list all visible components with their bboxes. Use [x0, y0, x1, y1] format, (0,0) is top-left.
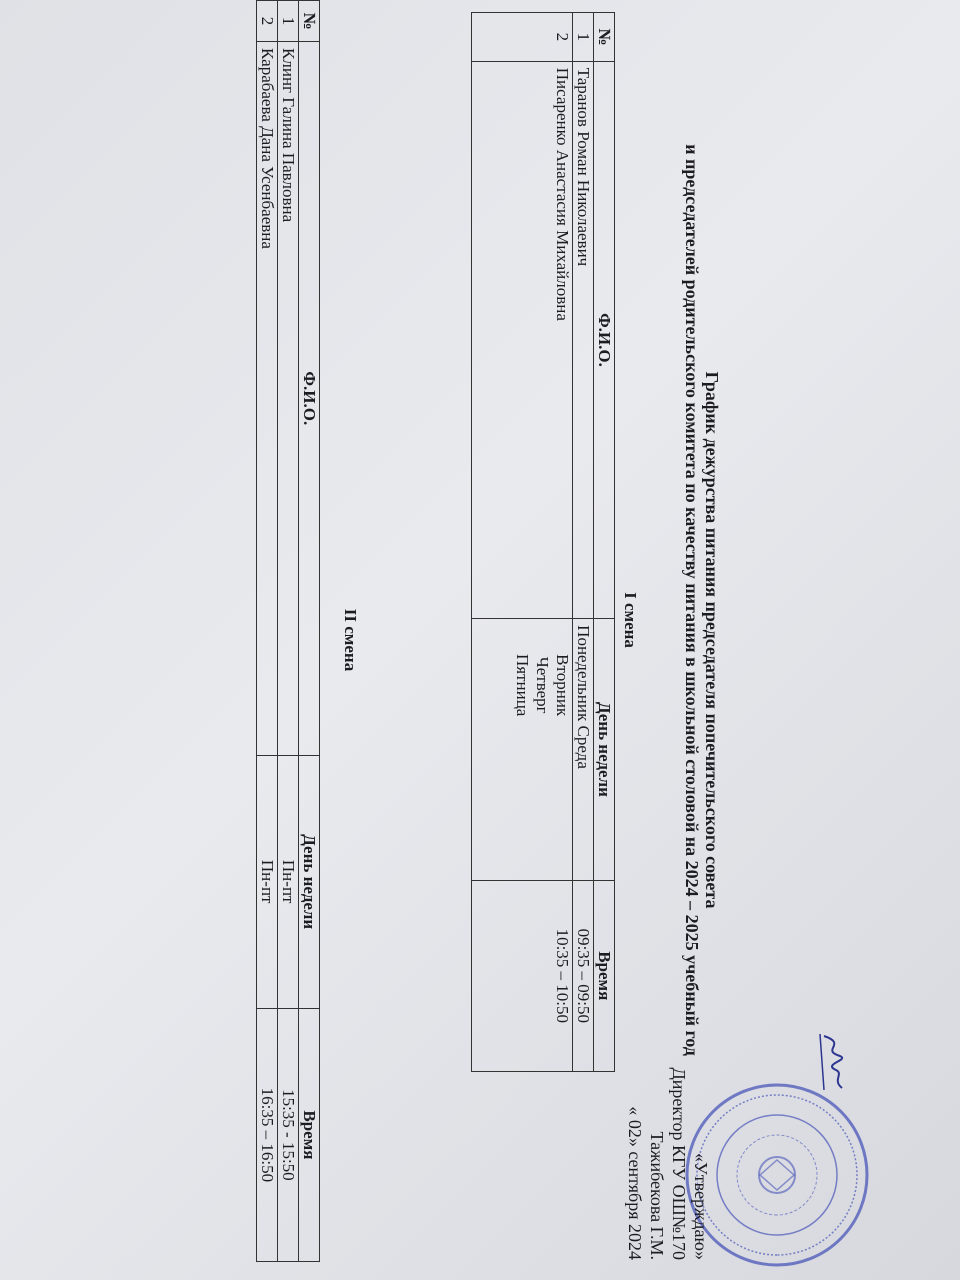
- shift2-heading: II смена: [341, 608, 360, 672]
- shift1-table: [471, 12, 615, 1072]
- row-name: Писаренко Анастасия Михайловна: [472, 61, 573, 618]
- approval-director: Директор КГУ ОШ№170: [669, 1067, 689, 1260]
- col-day-header: День недели: [594, 619, 615, 880]
- table-row: [573, 13, 594, 1072]
- row-num: 2: [472, 13, 573, 62]
- shift2-table: [256, 0, 320, 1262]
- document-title: График дежурства питания председателя попечительского совета: [702, 371, 722, 909]
- document-subtitle: и председателей родительского комитета по качеству питания в школьной столовой на 2024 – 2025 учебный год: [682, 144, 702, 1056]
- approval-name: Тажибекова Г.М.: [647, 1131, 667, 1260]
- row-name: Карабаева Дана Усенбаевна: [257, 42, 278, 756]
- row-days: [472, 619, 573, 880]
- row-name: Таранов Роман Николаевич: [573, 61, 594, 618]
- col-num-header: №: [594, 13, 615, 62]
- approval-label: «Утверждаю»: [691, 1152, 711, 1260]
- col-name-header: Ф.И.О.: [594, 61, 615, 618]
- row-day: Понедельник Среда: [573, 619, 594, 880]
- table-row: [472, 13, 573, 1072]
- table-header-row: [299, 1, 320, 1262]
- table-row: [257, 1, 278, 1262]
- row-time: 15:35 - 15:50: [278, 1008, 299, 1261]
- col-day-header: День недели: [299, 755, 320, 1008]
- row-time: 16:35 – 16:50: [257, 1008, 278, 1261]
- row-day: Пн-пт: [278, 755, 299, 1008]
- col-num-header: №: [299, 1, 320, 42]
- table-header-row: [594, 13, 615, 1072]
- day-item: Вторник: [553, 654, 572, 717]
- director-signature: [814, 1032, 854, 1092]
- row-num: 1: [278, 1, 299, 42]
- approval-date: « 02» сентября 2024: [625, 1106, 645, 1260]
- row-num: 2: [257, 1, 278, 42]
- row-name: Клинг Галина Павловна: [278, 42, 299, 756]
- table-row: [278, 1, 299, 1262]
- col-time-header: Время: [594, 880, 615, 1071]
- row-day: Пн-пт: [257, 755, 278, 1008]
- row-time: 09:35 – 09:50: [573, 880, 594, 1071]
- row-time: 10:35 – 10:50: [472, 880, 573, 1071]
- col-time-header: Время: [299, 1008, 320, 1261]
- row-num: 1: [573, 13, 594, 62]
- col-name-header: Ф.И.О.: [299, 42, 320, 756]
- shift1-heading: I смена: [621, 592, 640, 648]
- day-item: Четверг: [533, 656, 552, 714]
- day-item: Пятница: [513, 653, 532, 717]
